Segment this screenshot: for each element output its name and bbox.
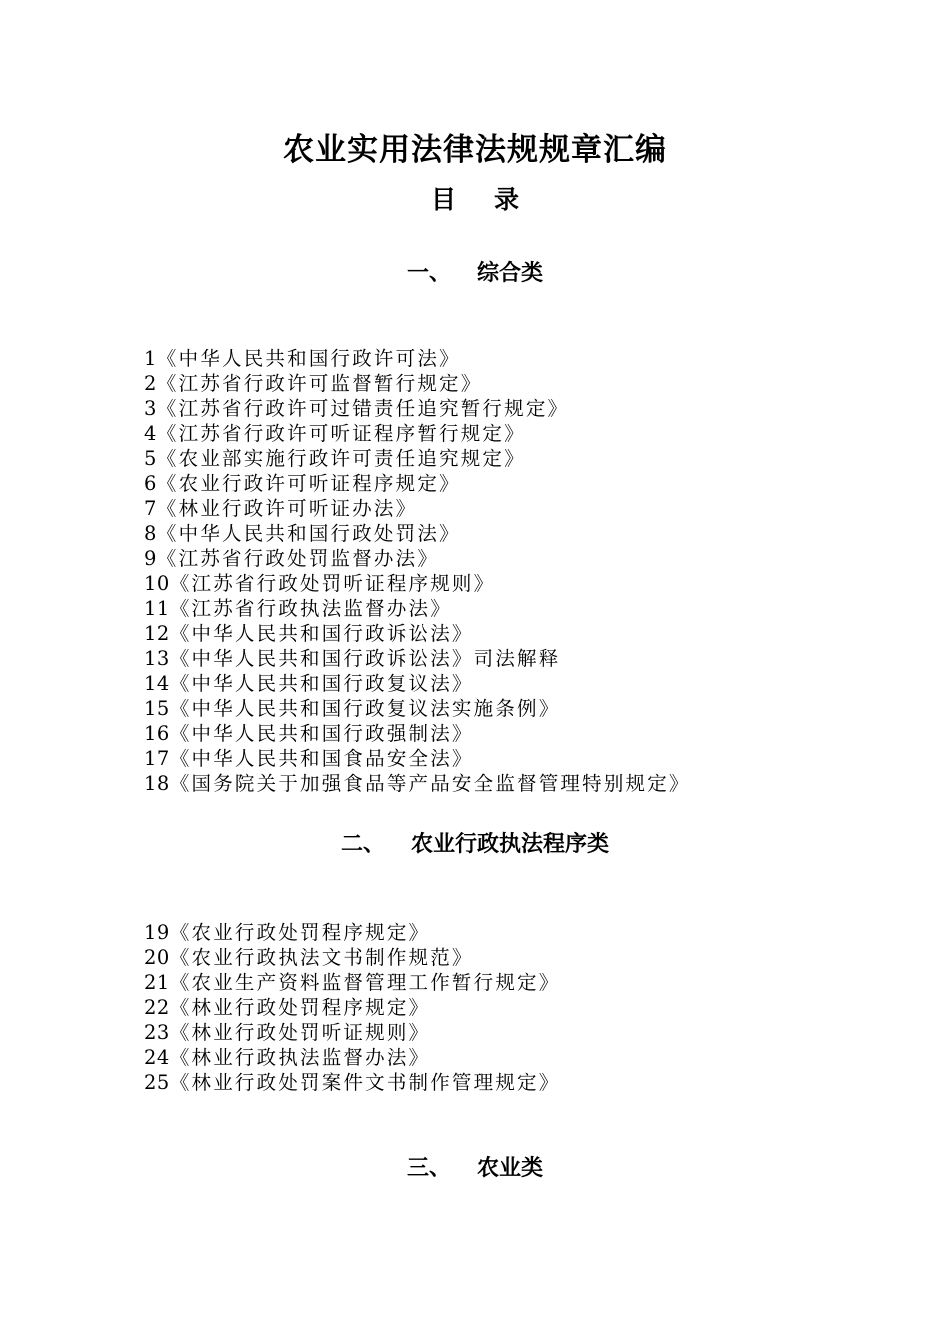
item-number: 9 [144,547,157,570]
list-item [144,371,691,396]
item-title: 《农业行政处罚程序规定》 [169,921,431,944]
item-title: 《林业行政执法监督办法》 [169,1046,431,1069]
item-number: 15 [144,697,170,720]
item-title: 《林业行政许可听证办法》 [156,497,418,520]
list-item [144,721,691,746]
section-label: 农业行政执法程序类 [411,832,610,857]
item-title: 《中华人民共和国行政处罚法》 [156,522,461,545]
section-list-general [144,346,691,796]
item-title: 《农业行政执法文书制作规范》 [169,946,474,969]
item-title: 《中华人民共和国行政诉讼法》司法解释 [169,647,561,670]
list-item [144,496,691,521]
list-item [144,746,691,771]
item-title: 《江苏省行政处罚监督办法》 [156,547,440,570]
list-item [144,346,691,371]
item-number: 12 [144,622,170,645]
item-number: 23 [144,1021,170,1044]
item-title: 《农业生产资料监督管理工作暂行规定》 [169,971,561,994]
list-item [144,571,691,596]
list-item [144,1020,560,1045]
section-label: 综合类 [477,261,544,286]
item-title: 《中华人民共和国行政许可法》 [156,347,461,370]
item-title: 《中华人民共和国行政强制法》 [169,722,474,745]
list-item [144,696,691,721]
item-title: 《中华人民共和国行政复议法》 [169,672,474,695]
item-number: 3 [144,397,157,420]
item-title: 《中华人民共和国行政复议法实施条例》 [169,697,561,720]
item-number: 1 [144,347,157,370]
item-title: 《林业行政处罚听证规则》 [169,1021,431,1044]
toc-heading [0,180,950,220]
list-item [144,546,691,571]
item-number: 2 [144,372,157,395]
item-number: 21 [144,971,170,994]
item-title: 《江苏省行政许可监督暂行规定》 [156,372,483,395]
toc-heading-char-1: 目 [430,185,456,214]
item-number: 4 [144,422,157,445]
item-number: 19 [144,921,170,944]
item-title: 《农业行政许可听证程序规定》 [156,472,461,495]
item-title: 《江苏省行政处罚听证程序规则》 [169,572,496,595]
item-number: 16 [144,722,170,745]
list-item [144,521,691,546]
item-number: 6 [144,472,157,495]
item-number: 8 [144,522,157,545]
list-item [144,945,560,970]
section-number: 三、 [406,1156,451,1181]
list-item [144,1070,560,1095]
item-title: 《江苏省行政执法监督办法》 [169,597,452,620]
item-title: 《林业行政处罚程序规定》 [169,996,431,1019]
item-title: 《中华人民共和国食品安全法》 [169,747,474,770]
item-number: 10 [144,572,170,595]
item-number: 13 [144,647,170,670]
list-item [144,421,691,446]
section-number: 一、 [406,261,451,286]
section-number: 二、 [340,832,385,857]
list-item [144,621,691,646]
list-item [144,646,691,671]
item-number: 18 [144,772,170,795]
section-heading-agriculture [0,1153,950,1185]
section-heading-procedure [0,829,950,861]
item-title: 《林业行政处罚案件文书制作管理规定》 [169,1071,561,1094]
list-item [144,671,691,696]
item-title: 《江苏省行政许可过错责任追究暂行规定》 [156,397,570,420]
item-title: 《国务院关于加强食品等产品安全监督管理特别规定》 [169,772,691,795]
list-item [144,920,560,945]
item-title: 《农业部实施行政许可责任追究规定》 [156,447,526,470]
section-heading-general [0,258,950,290]
item-number: 25 [144,1071,170,1094]
list-item [144,995,560,1020]
item-number: 20 [144,946,170,969]
list-item [144,596,691,621]
list-item [144,396,691,421]
list-item [144,471,691,496]
item-title: 《江苏省行政许可听证程序暂行规定》 [156,422,526,445]
item-title: 《中华人民共和国行政诉讼法》 [169,622,474,645]
section-label: 农业类 [477,1156,544,1181]
list-item [144,446,691,471]
list-item [144,1045,560,1070]
toc-heading-char-2: 录 [494,185,520,214]
section-list-procedure [144,920,560,1095]
item-number: 24 [144,1046,170,1069]
item-number: 14 [144,672,170,695]
item-number: 17 [144,747,170,770]
item-number: 5 [144,447,157,470]
item-number: 11 [144,597,170,620]
list-item [144,970,560,995]
item-number: 22 [144,996,170,1019]
list-item [144,771,691,796]
document-title: 农业实用法律法规规章汇编 [283,132,667,168]
item-number: 7 [144,497,157,520]
